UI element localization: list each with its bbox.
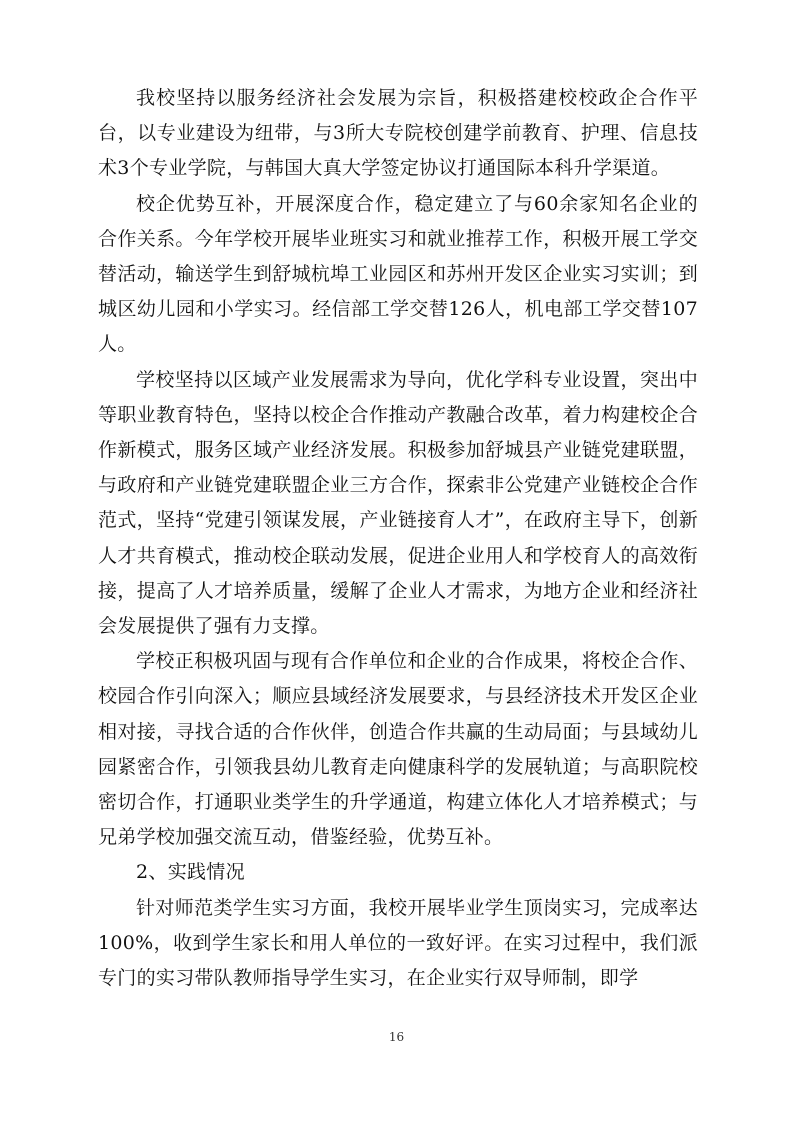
paragraph-consolidation: 学校正积极巩固与现有合作单位和企业的合作成果，将校企合作、校园合作引向深入；顺应县域经济发展要求，与县经济技术开发区企业相对接，寻找合适的合作伙伴，创造合作共赢的生动局面；与县域幼儿园紧密合作，引领我县幼儿教育走向健康科学的发展轨道；与高职院校密切合作，打通职业类学生的升学通道，构建立体化人才培养模式；与兄弟学校加强交流互动，借鉴经验，优势互补。 (98, 650, 698, 849)
paragraph-school-enterprise: 校企优势互补，开展深度合作，稳定建立了与60余家知名企业的合作关系。今年学校开展毕业班实习和就业推荐工作，积极开展工学交替活动，输送学生到舒城杭埠工业园区和苏州开发区企业实习实训；到城区幼儿园和小学实习。经信部工学交替126人，机电部工学交替107人。 (98, 192, 698, 356)
section-heading: 2、实践情况 (136, 861, 245, 884)
paragraph-cooperation-platform: 我校坚持以服务经济社会发展为宗旨，积极搭建校校政企合作平台，以专业建设为纽带，与3所大专院校创建学前教育、护理、信息技术3个专业学院，与韩国大真大学签定协议打通国际本科升学渠道。 (98, 87, 698, 180)
paragraph-industry-demand: 学校坚持以区域产业发展需求为导向，优化学科专业设置，突出中等职业教育特色，坚持以校企合作推动产教融合改革，着力构建校企合作新模式，服务区域产业经济发展。积极参加舒城县产业链党建联盟，与政府和产业链党建联盟企业三方合作，探索非公党建产业链校企合作范式，坚持“党建引领谋发展，产业链接育人才”，在政府主导下，创新人才共育模式，推动校企联动发展，促进企业用人和学校育人的高效衔接，提高了人才培养质量，缓解了企业人才需求，为地方企业和经济社会发展提供了强有力支撑。 (98, 368, 698, 638)
body-text (98, 81, 698, 996)
paragraph-internship: 针对师范类学生实习方面，我校开展毕业学生顶岗实习，完成率达100%，收到学生家长和用人单位的一致好评。在实习过程中，我们派专门的实习带队教师指导学生实习，在企业实行双导师制，即学 (98, 896, 698, 990)
page-number: 16 (388, 1030, 405, 1044)
